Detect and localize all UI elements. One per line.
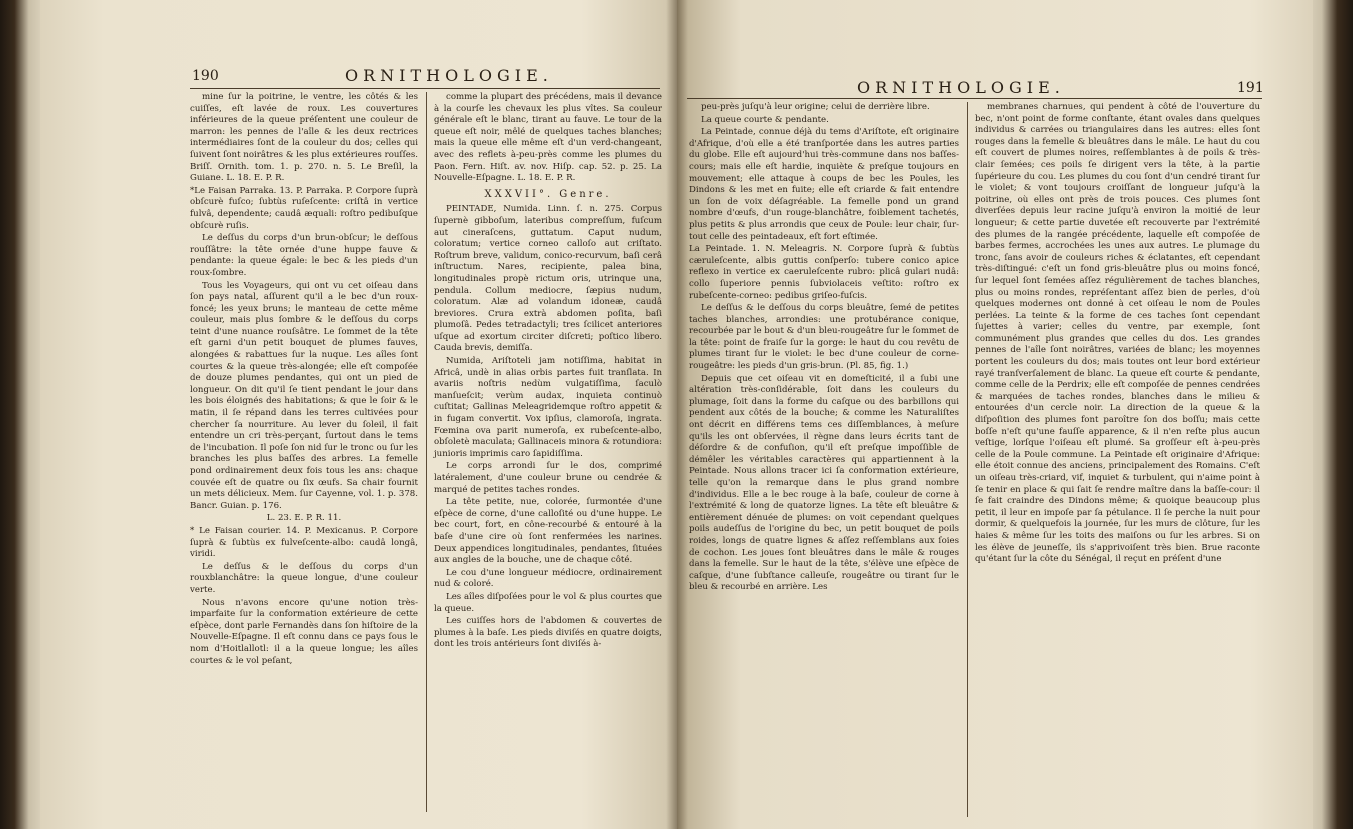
paragraph: Le corps arrondi ſur le dos, comprimé latéralement, d'une couleur brune ou cendrée & marqué de petites taches rondes. bbox=[434, 461, 662, 495]
paragraph: PEINTADE, Numida. Linn. ſ. n. 275. Corpus ſupernè gibboſum, lateribus compreſſum, fuſcum aut cineraſcens, guttatum. Caput nudum, coloratum; vertice corneo calloſo aut criſtato. Roſtrum breve, validum, conico-recurvum, baſi cerâ inſtructum. Nares, recipiente, palea bina, longitudinales propè rictum oris, utrinque una, pendula. Collum mediocre, ſæpius nudum, coloratum. Alæ ad volandum idoneæ, caudâ breviores. Crura extrà abdomen poſita, baſi plumoſâ. Pedes tetradactyli; tres ſcilicet anteriores uſque ad exortum circiter diſcreti; poſtico libero. Cauda brevis, demiſſa. bbox=[434, 204, 662, 354]
right-column-1 bbox=[689, 102, 959, 817]
paragraph: La tête petite, nue, colorée, ſurmontée d'une eſpèce de corne, d'une calloſité ou d'une huppe. Le bec court, fort, en cône-recourbé & entouré à la baſe d'une cire où ſont renfermées les narines. Deux appendices longitudinales, pendantes, ſituées aux angles de la bouche, une de chaque côté. bbox=[434, 497, 662, 566]
column-divider bbox=[426, 92, 427, 812]
paragraph: L. 23. E. P. R. 11. bbox=[266, 513, 342, 524]
paragraph: Le deſſus du corps d'un brun-obſcur; le deſſous rouſſâtre: la tête ornée d'une huppe fauve & pendante: la queue égale: le bec & les pieds d'un roux-ſombre. bbox=[190, 233, 418, 278]
right-column-2 bbox=[975, 102, 1260, 817]
paragraph: peu-près juſqu'à leur origine; celui de derrière libre. bbox=[701, 102, 930, 112]
paragraph: * Le Faisan courier. 14. P. Mexicanus. P. Corpore ſuprà & ſubtùs ex fulveſcente-albo: caudâ longâ, viridi. bbox=[190, 525, 418, 560]
paragraph: Depuis que cet oiſeau vit en domeſticité, il a ſubi une altération très-conſidérable, ſoit dans les couleurs du plumage, ſoit dans la forme du caſque ou des barbillons qui pendent aux côtés de la bouche; & comme les Naturaliſtes ont décrit en différens tems ces diſſemblances, à meſure qu'ils les ont obſervées, il règne dans leurs écrits tant de déſordre & de confuſion, qu'il eſt preſque impoſſible de démêler les véritables caractères qui appartiennent à la Peintade. Nous allons tracer ici ſa conformation extérieure, telle qu'on la remarque dans le plus grand nombre d'individus. Elle a le bec rouge à la baſe, couleur de corne à l'extrémité & long de quatorze lignes. La tête eſt bleuâtre & entièrement dénuée de plumes: on voit cependant quelques poils audeſſus de l'origine du bec, un petit bouquet de poils roides, longs de quatre lignes & aſſez reſſemblans aux ſoies de cochon. Les joues ſont bleuâtres dans le mâle & rouges dans la femelle. Sur le haut de la tête, s'élève une eſpèce de caſque, d'une ſubſtance calleuſe, rougeâtre ou tirant ſur le bleu & recourbé en arrière. Les bbox=[689, 373, 959, 593]
left-column-2 bbox=[434, 92, 662, 812]
page-number: 190 bbox=[192, 68, 219, 84]
paragraph: Nous n'avons encore qu'une notion très-imparfaite ſur la conformation extérieure de cette eſpèce, dont parle Fernandès dans ſon hiſtoire de la Nouvelle-Eſpagne. Il eſt connu dans ce pays ſous le nom d'Hoitlallotl: il a la queue longue; les aîles courtes & le vol peſant, bbox=[190, 597, 418, 666]
paragraph: XXXVII°. Genre. bbox=[484, 188, 612, 200]
column-divider bbox=[967, 102, 968, 817]
page-number: 191 bbox=[1237, 80, 1264, 96]
paragraph: Le cou d'une longueur médiocre, ordinairement nud & coloré. bbox=[434, 567, 662, 590]
paragraph: Les cuiſſes hors de l'abdomen & couvertes de plumes à la baſe. Les pieds diviſés en quatre doigts, dont les trois antérieurs ſont diviſés à- bbox=[434, 616, 662, 650]
paragraph: Le deſſus & le deſſous du corps d'un rouxblanchâtre: la queue longue, d'une couleur verte. bbox=[190, 561, 418, 595]
paragraph: Les aîles diſpoſées pour le vol & plus courtes que la queue. bbox=[434, 591, 662, 614]
paragraph: mine ſur la poitrine, le ventre, les côtés & les cuiſſes, eſt lavée de roux. Les couvertures inférieures de la queue préſentent une couleur de marron: les pennes de l'aîle & les deux rectrices intermédiaires ſont de la couleur du dos; celles qui ſuivent ſont noirâtres & les plus extérieures rouſſes. Briſſ. Ornith. tom. 1. p. 270. n. 5. Le Breſil, la Guiane. L. 18. E. P. R. bbox=[190, 92, 418, 184]
running-head: ORNITHOLOGIE. bbox=[857, 78, 1065, 97]
paragraph: Numida, Ariſtoteli jam notiſſima, habitat in Africâ, undè in alias orbis partes fuit tranſlata. In avariis noſtris nedùm vulgatiſſima, ſaculò manſueſcit; verùm audax, inquieta continuò cuſtitat; Gallinas Meleagridemque roſtro appetit & in fugam convertit. Vox ipſius, clamoroſa, ingrata. Fœmina ova parit numeroſa, ex rubeſcente-albo, obſoletè maculata; Gallinaceis minora & rotundiora: junioris imprimis caro ſapidiſſima. bbox=[434, 356, 662, 459]
header-rule bbox=[190, 88, 660, 89]
paragraph: La queue courte & pendante. bbox=[701, 114, 829, 125]
left-column-1 bbox=[190, 92, 418, 812]
gutter-shadow bbox=[666, 0, 688, 829]
paragraph: Le deſſus & le deſſous du corps bleuâtre, ſemé de petites taches blanches, arrondies: une protubérance conique, recourbée par le bout & d'un bleu-rougeâtre ſur le ſommet de la tête: point de fraiſe ſur la gorge: le haut du cou revêtu de plumes tirant ſur le violet: le bec d'une couleur de corne-rougeâtre: les pieds d'un gris-brun. (Pl. 85, fig. 1.) bbox=[689, 303, 960, 372]
paragraph: Tous les Voyageurs, qui ont vu cet oiſeau dans ſon pays natal, aſſurent qu'il a le bec d'un roux-foncé; les yeux bruns; le manteau de cette même couleur, mais plus ſombre & le deſſous du corps teint d'une nuance rouſsâtre. Le ſommet de la tête eſt garni d'un petit bouquet de plumes fauves, alongées & rabattues ſur la nuque. Les aîles ſont courtes & la queue très-alongée; elle eſt compoſée de douze plumes pendantes, qui ont un pied de longueur. On dit qu'il ſe tient pendant le jour dans les bois éloignés des habitations; & que le ſoir & le matin, il ſe répand dans les terres cultivées pour chercher ſa nourriture. Au lever du ſoleil, il fait entendre un cri très-perçant, ſurtout dans le tems de l'incubation. Il poſe ſon nid ſur le tronc ou ſur les branches les plus baſſes des arbres. La femelle pond ordinairement deux fois tous les ans: chaque couvée eſt de quatre ou ſix œufs. Sa chair fournit un mets délicieux. Mem. ſur Cayenne, vol. 1. p. 378. Bancr. Guian. p. 176. bbox=[190, 280, 418, 511]
paragraph: comme la plupart des précédens, mais il devance à la courſe les chevaux les plus vîtes. Sa couleur générale eſt le blanc, tirant au fauve. Le tour de la queue eſt noir, mêlé de quelques taches blanches; mais la queue elle même eſt d'un verd-changeant, avec des reflets à-peu-près comme les plumes du Paon. Fern. Hiſt. av. nov. Hiſp. cap. 52. p. 25. La Nouvelle-Eſpagne. L. 18. E. P. R. bbox=[434, 92, 662, 184]
paragraph: La Peintade. 1. N. Meleagris. N. Corpore ſuprà & ſubtùs cæruleſcente, albis guttis conſperſo: tubere conico apice reflexo in vertice ex caeruleſcente rubro: plicâ gulari nudâ: collo ſuperiore pennis ſubviolaceis veſtito: roſtro ex rubeſcente-corneo: pedibus griſeo-fuſcis. bbox=[689, 244, 959, 301]
running-head: ORNITHOLOGIE. bbox=[345, 66, 553, 85]
header-rule bbox=[687, 98, 1262, 99]
paragraph: La Peintade, connue déjà du tems d'Ariſtote, eſt originaire d'Afrique, d'où elle a été tranſportée dans les autres parties du globe. Elle eſt aujourd'hui très-commune dans nos baſſes-cours; mais elle eſt hardie, inquiète & preſque toujours en mouvement; elle attaque à coups de bec les Poules, les Dindons & les met en fuite; elle eſt criarde & fait entendre un ſon de voix déſagréable. La femelle pond un grand nombre d'œufs, d'un rouge-blanchâtre, foiblement tachetés, plus petits & plus arrondis que ceux de Poule: leur chair, ſur-tout celle des peintadeaux, eſt fort eſtimée. bbox=[689, 127, 959, 242]
left-page bbox=[40, 0, 677, 829]
paragraph: membranes charnues, qui pendent à côté de l'ouverture du bec, n'ont point de forme conſtante, étant ovales dans quelques individus & carrées ou triangulaires dans les autres: elles ſont rouges dans la femelle & bleuâtres dans le mâle. Le haut du cou eſt couvert de plumes noires, reſſemblantes à de poils & très-clair ſemées; ces poils ſe dirigent vers la tête, à la partie ſupérieure du cou. Les plumes du cou ſont d'un cendré tirant ſur le violet; & vont toujours croiſſant de longueur juſqu'à la poitrine, où elles ont près de trois pouces. Ces plumes ſont diverſées depuis leur racine juſqu'à environ la moitié de leur longueur; & cette partie duvetée eſt recouverte par l'extrémité des plumes de la rangée précédente, laquelle eſt compoſée de barbes fermes, accrochées les unes aux autres. Le plumage du tronc, ſans avoir de couleurs riches & éclatantes, eſt cependant très-diſtingué: c'eſt un fond gris-bleuâtre plus ou moins foncé, ſur lequel ſont ſemées aſſez régulièrement de taches blanches, plus ou moins rondes, repréſentant aſſez bien de perles, d'où quelques modernes ont donné à cet oiſeau le nom de Poules perlées. La teinte & la forme de ces taches ſont cependant ſujettes à varier; celles du ventre, par exemple, ſont communément plus grandes que celles du dos. Les grandes pennes de l'aîle ſont noirâtres, variées de blanc; les moyennes portent les couleurs du dos; mais toutes ont leur bord extérieur rayé tranſverſalement de blanc. La queue eſt courte & pendante, comme celle de la Perdrix; elle eſt compoſée de pennes cendrées & marquées de taches rondes, blanches dans le milieu & entourées d'un cercle noir. La direction de la queue & la diſpoſition des plumes font paroître ſon dos boſſu; mais cette boſſe n'eſt qu'une fauſſe apparence, & il n'en reſte plus aucun veſtige, lorſque l'oiſeau eſt plumé. Sa groſſeur eſt à-peu-près celle de la Poule commune. La Peintade eſt originaire d'Afrique: elle étoit connue des anciens, principalement des Romains. C'eſt un oiſeau très-criard, vif, inquiet & turbulent, qui n'aime point à ſe tenir en place & qui ſait ſe rendre maître dans la baſſe-cour: il ſe fait craindre des Dindons même; & quoique beaucoup plus petit, il leur en impoſe par ſa pétulance. Il ſe perche la nuit pour dormir, & quelquefois la journée, ſur les murs de clôture, ſur les haies & même ſur les toits des maiſons ou ſur les arbres. Si on les élève de jeuneſſe, ils s'apprivoiſent très bien. Brue raconte qu'étant ſur la côte du Sénégal, il reçut en préſent d'une bbox=[975, 102, 1260, 565]
paragraph: *Le Faisan Parraka. 13. P. Parraka. P. Corpore ſuprà obſcurè fuſco; ſubtùs ruſeſcente: criſtâ in vertice fulvâ, dependente; caudâ æquali: roſtro pedibuſque obſcurè ruſis. bbox=[190, 185, 418, 231]
right-page bbox=[677, 0, 1313, 829]
